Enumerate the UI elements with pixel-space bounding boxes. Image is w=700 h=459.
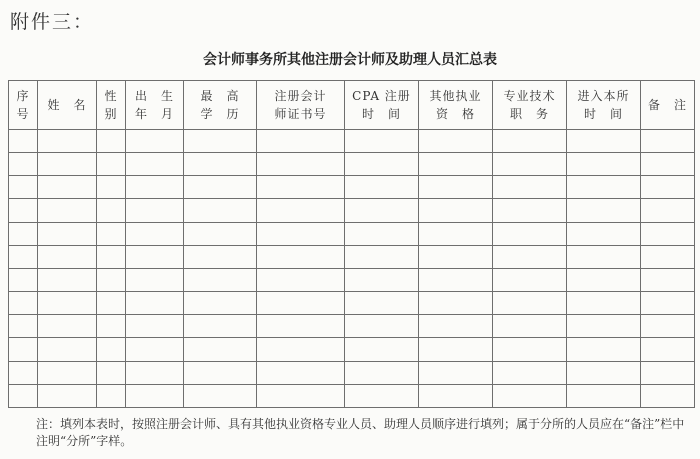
col-header-remarks [641,81,695,130]
table-cell [97,384,126,407]
table-cell [38,361,97,384]
table-row [9,268,695,291]
table-cell [9,268,38,291]
header-line: 性 [104,89,118,103]
table-cell [493,292,567,315]
table-cell [126,292,184,315]
header-line: 时 间 [583,107,623,121]
col-header-index [9,81,38,130]
table-cell [257,361,345,384]
table-cell [493,338,567,361]
table-cell [567,268,641,291]
table-cell [567,245,641,268]
table-cell [126,130,184,153]
header-line: 其他执业 [429,89,482,103]
table-row [9,153,695,176]
table-cell [493,153,567,176]
col-header-join-date [567,81,641,130]
header-line: 职 务 [509,107,549,121]
table-cell [9,176,38,199]
table-cell [345,222,419,245]
table-cell [567,315,641,338]
table-cell [9,130,38,153]
table-cell [257,199,345,222]
col-header-other-qualification [419,81,493,130]
table-cell [126,222,184,245]
table-cell [97,222,126,245]
table-cell [126,199,184,222]
table-cell [126,245,184,268]
table-cell [419,222,493,245]
table-cell [493,130,567,153]
header-row [9,81,695,130]
table-cell [345,130,419,153]
header-line: 注册会计 [274,89,327,103]
table-cell [184,361,257,384]
table-row [9,199,695,222]
header-line: 专业技术 [503,89,556,103]
table-cell [493,268,567,291]
table-cell [567,384,641,407]
table-cell [9,153,38,176]
table-cell [567,361,641,384]
table-cell [38,384,97,407]
table-cell [567,292,641,315]
table-cell [257,384,345,407]
table-cell [345,338,419,361]
table-cell [184,176,257,199]
table-cell [493,315,567,338]
table-cell [257,268,345,291]
table-row [9,176,695,199]
table-cell [567,338,641,361]
table-cell [567,130,641,153]
col-header-cpa-date [345,81,419,130]
table-cell [493,199,567,222]
table-cell [38,315,97,338]
table-cell [345,315,419,338]
table-cell [257,130,345,153]
table-cell [641,130,695,153]
header-line: 号 [16,107,30,121]
table-cell [419,130,493,153]
table-cell [419,176,493,199]
table-cell [184,338,257,361]
table-cell [126,384,184,407]
table-cell [641,222,695,245]
col-header-gender [97,81,126,130]
footnote: 注：填列本表时，按照注册会计师、具有其他执业资格专业人员、助理人员顺序进行填列；属于分所的人员应在“备注”栏中注明“分所”字样。 [36,417,685,448]
table-cell [9,292,38,315]
table-cell [97,153,126,176]
table-cell [184,245,257,268]
table-cell [38,245,97,268]
table-cell [97,292,126,315]
table-cell [126,176,184,199]
table-cell [419,245,493,268]
table-cell [419,338,493,361]
table-cell [567,176,641,199]
table-cell [641,199,695,222]
header-line: 备 注 [647,98,687,112]
table-cell [97,130,126,153]
table-cell [38,338,97,361]
header-line: 序 [16,89,30,103]
table-cell [97,315,126,338]
table-cell [97,338,126,361]
table-cell [184,153,257,176]
table-cell [345,292,419,315]
table-cell [38,292,97,315]
table-cell [97,361,126,384]
form-title: 会计师事务所其他注册会计师及助理人员汇总表 [203,52,497,68]
table-body [9,130,695,408]
table-cell [38,268,97,291]
table-cell [493,384,567,407]
col-header-birth [126,81,184,130]
table-cell [38,153,97,176]
header-line: 进入本所 [577,89,630,103]
header-line: CPA 注册 [352,89,411,103]
header-line: 别 [104,107,118,121]
table-row [9,245,695,268]
header-line: 资 格 [435,107,475,121]
table-cell [126,338,184,361]
table-cell [97,199,126,222]
table-cell [9,384,38,407]
table-cell [9,245,38,268]
table-cell [38,222,97,245]
table-cell [419,268,493,291]
table-cell [9,199,38,222]
table-cell [97,268,126,291]
table-cell [257,292,345,315]
annex-label: 附件三： [10,11,95,33]
table-cell [641,245,695,268]
table-cell [419,199,493,222]
table-cell [493,222,567,245]
table-cell [184,315,257,338]
col-header-name [38,81,97,130]
table-row [9,338,695,361]
table-cell [38,199,97,222]
table-cell [9,315,38,338]
table-cell [97,176,126,199]
header-line: 姓 名 [47,98,87,112]
table-cell [126,315,184,338]
table-cell [419,292,493,315]
table-cell [345,153,419,176]
table-cell [97,245,126,268]
col-header-title [493,81,567,130]
table-cell [641,338,695,361]
table-cell [345,384,419,407]
header-line: 师证书号 [274,107,327,121]
table-row [9,315,695,338]
table-cell [345,199,419,222]
table-cell [419,384,493,407]
col-header-certificate [257,81,345,130]
table-cell [126,153,184,176]
table-cell [184,199,257,222]
table-cell [567,199,641,222]
table-cell [641,153,695,176]
table-cell [184,130,257,153]
table-cell [641,268,695,291]
table-cell [567,222,641,245]
table-cell [184,384,257,407]
table-cell [9,338,38,361]
table-row [9,292,695,315]
summary-table [8,80,695,408]
table-cell [493,361,567,384]
table-cell [493,245,567,268]
table-cell [345,268,419,291]
table-cell [257,315,345,338]
table-cell [345,176,419,199]
table-cell [641,292,695,315]
header-line: 出 生 [134,89,174,103]
table-cell [641,384,695,407]
table-cell [126,268,184,291]
header-line: 最 高 [200,89,240,103]
header-line: 年 月 [134,107,174,121]
header-line: 学 历 [200,107,240,121]
table-cell [257,176,345,199]
table-cell [9,361,38,384]
table-cell [641,361,695,384]
table-cell [257,153,345,176]
table-row [9,361,695,384]
table-cell [641,176,695,199]
table-cell [257,222,345,245]
table-cell [257,245,345,268]
table-cell [641,315,695,338]
table-row [9,222,695,245]
table-cell [38,130,97,153]
table-cell [126,361,184,384]
col-header-education [184,81,257,130]
table-cell [184,222,257,245]
table-cell [184,292,257,315]
table-cell [419,361,493,384]
table-cell [184,268,257,291]
table-cell [567,153,641,176]
table-row [9,384,695,407]
table-cell [345,245,419,268]
table-cell [257,338,345,361]
header-line: 时 间 [361,107,401,121]
table-cell [345,361,419,384]
table-cell [419,315,493,338]
table-cell [493,176,567,199]
table-cell [9,222,38,245]
table-row [9,130,695,153]
table-cell [419,153,493,176]
table-cell [38,176,97,199]
